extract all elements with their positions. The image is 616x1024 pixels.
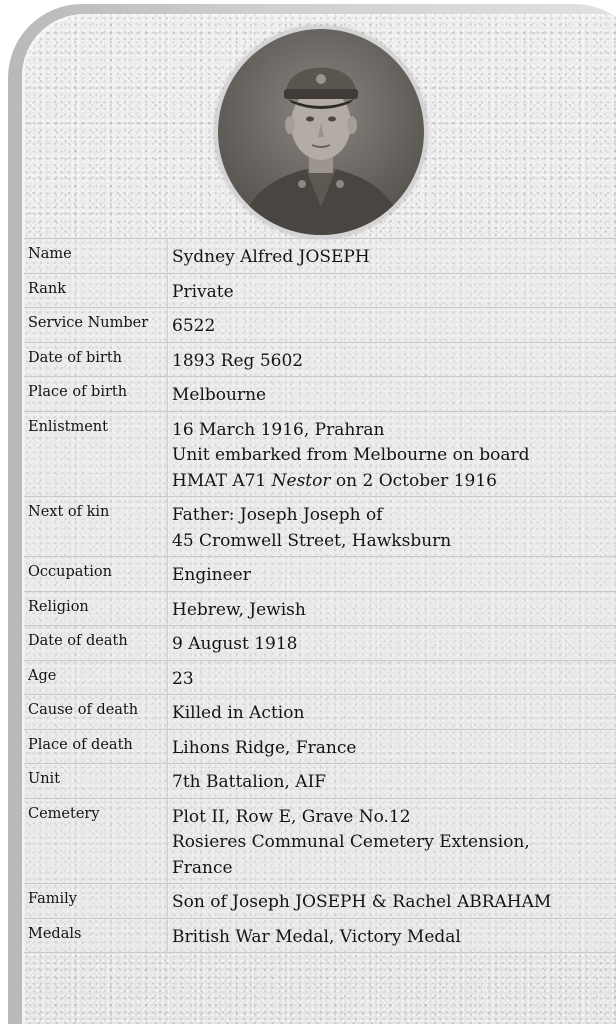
- record-value-text: Hebrew, Jewish: [172, 599, 306, 620]
- service-record-table: [24, 238, 616, 953]
- record-value-line: [172, 805, 616, 831]
- record-row: [24, 660, 616, 695]
- record-value-text: 7th Battalion, AIF: [172, 772, 327, 792]
- record-value-line: [172, 503, 616, 529]
- record-label: Rank: [24, 273, 168, 308]
- record-value-line: [172, 469, 616, 495]
- record-value-line: [172, 701, 616, 727]
- record-row: [24, 377, 616, 412]
- record-label: Family: [24, 884, 168, 919]
- record-value-text: 45 Cromwell Street, Hawksburn: [172, 530, 452, 551]
- record-label: Religion: [24, 591, 168, 626]
- record-value-line: [172, 245, 616, 271]
- record-value: [168, 729, 616, 764]
- record-value-text: Son of Joseph JOSEPH & Rachel ABRAHAM: [172, 892, 552, 912]
- record-value-text: Engineer: [172, 565, 251, 585]
- record-row: [24, 626, 616, 661]
- record-row: [24, 798, 616, 884]
- record-value: [168, 239, 616, 274]
- record-label: Next of kin: [24, 497, 168, 557]
- record-value-text: Killed in Action: [172, 703, 305, 723]
- record-value-text: 9 August 1918: [172, 634, 298, 654]
- record-label: Name: [24, 239, 168, 274]
- record-row: [24, 308, 616, 343]
- record-value: [168, 377, 616, 412]
- record-row: [24, 497, 616, 557]
- record-label: Enlistment: [24, 411, 168, 497]
- record-row: [24, 557, 616, 592]
- record-value: [168, 557, 616, 592]
- record-value-text: 6522: [172, 316, 216, 336]
- record-value-text: Sydney Alfred JOSEPH: [172, 247, 370, 267]
- record-label: Date of birth: [24, 342, 168, 377]
- record-value-text: Unit embarked from Melbourne on board: [172, 445, 530, 465]
- record-value-line: [172, 443, 616, 469]
- record-label: Cause of death: [24, 695, 168, 730]
- record-value-text: Lihons Ridge, France: [172, 737, 357, 758]
- record-value-text: 1893 Reg 5602: [172, 350, 304, 371]
- record-value: [168, 884, 616, 919]
- record-row: [24, 884, 616, 919]
- record-value-text: Plot II, Row E, Grave No.12: [172, 806, 411, 827]
- record-value-line: [172, 770, 616, 796]
- record-value-line: [172, 598, 616, 624]
- record-label: Date of death: [24, 626, 168, 661]
- record-value-text: 23: [172, 668, 194, 689]
- record-value-text: France: [172, 857, 233, 878]
- record-value-line: [172, 856, 616, 882]
- record-row: [24, 695, 616, 730]
- record-value: [168, 591, 616, 626]
- record-label: Place of death: [24, 729, 168, 764]
- record-row: [24, 591, 616, 626]
- record-value: [168, 695, 616, 730]
- ship-name: Nestor: [271, 470, 331, 491]
- record-row: [24, 729, 616, 764]
- record-value-text: British War Medal, Victory Medal: [172, 926, 461, 947]
- record-value-text: Rosieres Communal Cemetery Extension,: [172, 832, 530, 852]
- record-label: Occupation: [24, 557, 168, 592]
- record-value-line: [172, 529, 616, 555]
- record-value-text: on 2 October 1916: [330, 470, 497, 491]
- record-value-text: HMAT A71: [172, 470, 272, 491]
- record-value-line: [172, 280, 616, 306]
- record-value-line: [172, 314, 616, 340]
- record-row: [24, 273, 616, 308]
- record-value-text: Private: [172, 281, 234, 302]
- record-value: [168, 497, 616, 557]
- record-value-line: [172, 667, 616, 693]
- record-value-line: [172, 418, 616, 444]
- record-value: [168, 660, 616, 695]
- record-row: [24, 411, 616, 497]
- record-value: [168, 308, 616, 343]
- record-value-line: [172, 736, 616, 762]
- record-label: Age: [24, 660, 168, 695]
- record-row: [24, 918, 616, 953]
- record-value-text: 16 March 1916, Prahran: [172, 419, 385, 440]
- record-value-line: [172, 563, 616, 589]
- record-value-line: [172, 925, 616, 951]
- record-label: Medals: [24, 918, 168, 953]
- record-label: Unit: [24, 764, 168, 799]
- record-row: [24, 239, 616, 274]
- record-value-line: [172, 632, 616, 658]
- record-value: [168, 918, 616, 953]
- record-value: [168, 764, 616, 799]
- record-label: Service Number: [24, 308, 168, 343]
- record-value-line: [172, 830, 616, 856]
- record-label: Place of birth: [24, 377, 168, 412]
- record-value-text: Father: Joseph Joseph of: [172, 505, 383, 525]
- record-row: [24, 342, 616, 377]
- record-value-line: [172, 349, 616, 375]
- record-value-line: [172, 890, 616, 916]
- record-label: Cemetery: [24, 798, 168, 884]
- record-value-text: Melbourne: [172, 385, 267, 405]
- record-value: [168, 411, 616, 497]
- record-value: [168, 626, 616, 661]
- record-value: [168, 273, 616, 308]
- soldier-portrait: [215, 26, 427, 238]
- record-row: [24, 764, 616, 799]
- record-value: [168, 798, 616, 884]
- record-value: [168, 342, 616, 377]
- record-value-line: [172, 383, 616, 409]
